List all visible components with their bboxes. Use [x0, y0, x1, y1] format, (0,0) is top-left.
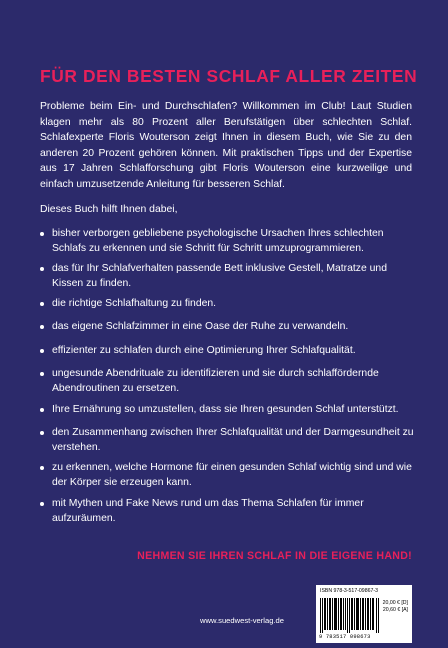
- list-item: das für Ihr Schlafverhalten passende Bett inklusive Gestell, Matratze und Kissen zu finden.: [52, 262, 414, 291]
- isbn-text: ISBN 978-3-517-09867-3: [320, 588, 378, 594]
- list-item: mit Mythen und Fake News rund um das Thema Schlafen für immer aufzuräumen.: [52, 497, 414, 526]
- bullet-icon: [40, 466, 44, 470]
- list-item: Ihre Ernährung so umzustellen, dass sie Ihren gesunden Schlaf unterstützt.: [52, 403, 414, 418]
- bullet-icon: [40, 349, 44, 353]
- list-item: effizienter zu schlafen durch eine Optimierung Ihrer Schlafqualität.: [52, 344, 414, 359]
- bullet-icon: [40, 267, 44, 271]
- headline: FÜR DEN BESTEN SCHLAF ALLER ZEITEN: [40, 66, 418, 86]
- price-austria: 20,60 € [A]: [382, 607, 408, 613]
- bullet-icon: [40, 325, 44, 329]
- barcode-icon: [319, 598, 381, 633]
- bullet-icon: [40, 302, 44, 306]
- call-to-action: NEHMEN SIE IHREN SCHLAF IN DIE EIGENE HAND!: [137, 550, 412, 562]
- bullet-icon: [40, 431, 44, 435]
- price-germany: 20,00 € [D]: [382, 600, 408, 606]
- bullet-icon: [40, 408, 44, 412]
- list-item: den Zusammenhang zwischen Ihrer Schlafqualität und der Darmgesundheit zu verstehen.: [52, 426, 414, 455]
- intro-paragraph: Probleme beim Ein- und Durchschlafen? Willkommen im Club! Laut Studien klagen mehr als 80 Prozent aller Berufstätigen über schlechten Schlaf. Schlafexperte Floris Wouterson zeigt Ihnen in diesem Buch, wie Sie zu den anderen 20 Prozent gehören können. Mit praktischen Tipps und der Expertise aus 17 Jahren Schlafforschung gibt Floris Wouterson eine kurzweilige und einfach umzusetzende Anleitung für besseren Schlaf.: [40, 101, 412, 190]
- bullet-icon: [40, 372, 44, 376]
- bullet-icon: [40, 232, 44, 236]
- list-item: bisher verborgen gebliebene psychologische Ursachen Ihres schlechten Schlafs zu erkennen und sie Schritt für Schritt umzuprogrammieren.: [52, 227, 414, 256]
- barcode-number: 9 783517 098673: [319, 634, 371, 640]
- list-item: ungesunde Abendrituale zu identifizieren und sie durch schlaffördernde Abendroutinen zu ersetzen.: [52, 367, 414, 396]
- barcode-label: [316, 585, 412, 643]
- list-item: die richtige Schlafhaltung zu finden.: [52, 297, 414, 312]
- publisher-website: www.suedwest-verlag.de: [200, 616, 284, 625]
- list-item: das eigene Schlafzimmer in eine Oase der Ruhe zu verwandeln.: [52, 320, 414, 335]
- bullet-icon: [40, 502, 44, 506]
- list-lead-in: Dieses Buch hilft Ihnen dabei,: [40, 204, 178, 215]
- list-item: zu erkennen, welche Hormone für einen gesunden Schlaf wichtig sind und wie der Körper sie erzeugen kann.: [52, 461, 414, 490]
